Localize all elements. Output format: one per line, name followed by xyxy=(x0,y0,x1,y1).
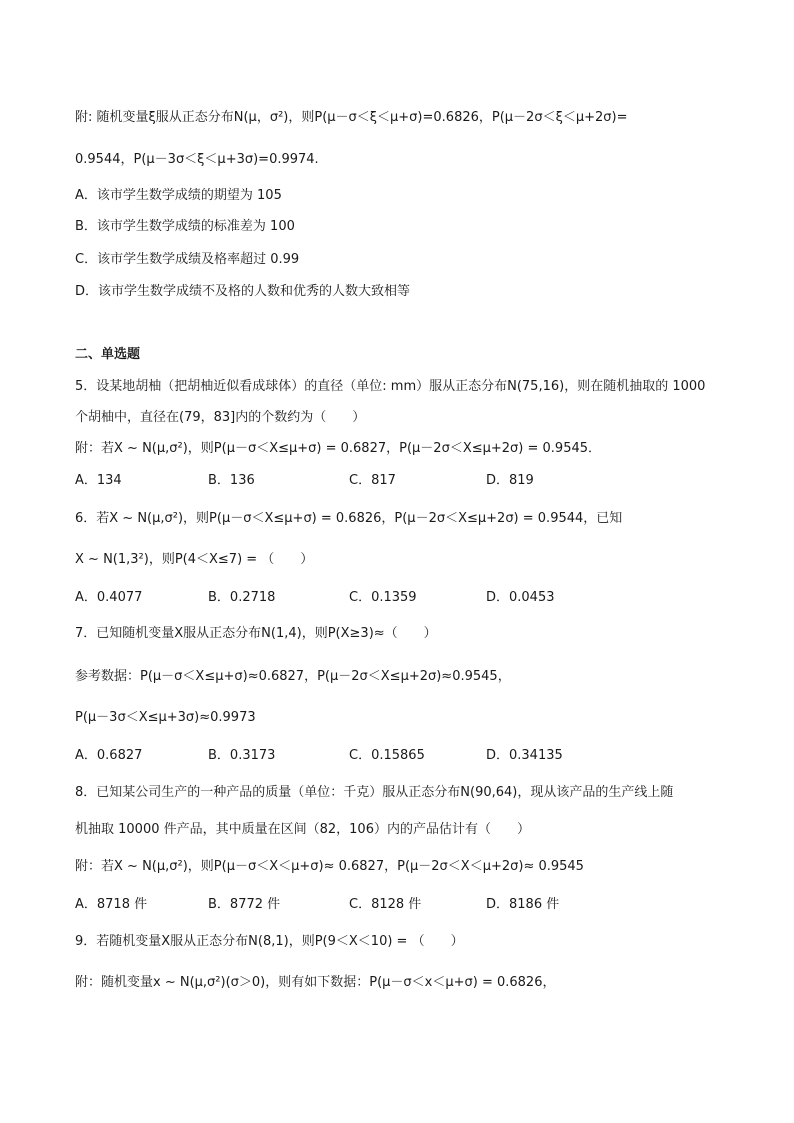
q9-stem: 9．若随机变量X服从正态分布N(8,1)，则P(9＜X＜10) = （ ） xyxy=(75,934,464,949)
q8-stem-line1: 8．已知某公司生产的一种产品的质量（单位：千克）服从正态分布N(90,64)，现从该产品的生产线上随 xyxy=(75,785,674,800)
q9-note: 附：随机变量x ~ N(μ,σ²)(σ＞0)，则有如下数据：P(μ－σ＜x＜μ+σ) = 0.6826， xyxy=(75,975,556,990)
q6-stem-line1: 6．若X ~ N(μ,σ²)，则P(μ－σ＜X≤μ+σ) = 0.6826，P(μ－2σ＜X≤μ+2σ) = 0.9544，已知 xyxy=(75,511,623,526)
q7-ref-line2: P(μ－3σ＜X≤μ+3σ)≈0.9973 xyxy=(75,710,256,725)
q5-stem-line1: 5．设某地胡柚（把胡柚近似看成球体）的直径（单位: mm）服从正态分布N(75,16)，则在随机抽取的 1000 xyxy=(75,379,706,394)
q4-note-line2: 0.9544，P(μ－3σ＜ξ＜μ+3σ)=0.9974. xyxy=(75,152,319,167)
q8-option-a: A．8718 件 xyxy=(75,897,148,912)
q4-option-d: D．该市学生数学成绩不及格的人数和优秀的人数大致相等 xyxy=(75,284,411,299)
q6-stem-line2: X ~ N(1,3²)，则P(4＜X≤7) = （ ） xyxy=(75,552,314,567)
q5-option-a: A．134 xyxy=(75,473,122,488)
q6-option-c: C．0.1359 xyxy=(349,590,417,605)
q5-option-d: D．819 xyxy=(486,473,534,488)
q4-option-b: B．该市学生数学成绩的标准差为 100 xyxy=(75,219,295,234)
q7-options xyxy=(75,746,715,766)
q5-option-b: B．136 xyxy=(208,473,255,488)
q7-option-a: A．0.6827 xyxy=(75,748,143,763)
q8-note: 附：若X ~ N(μ,σ²)，则P(μ－σ＜X＜μ+σ)≈ 0.6827，P(μ－2σ＜X＜μ+2σ)≈ 0.9545 xyxy=(75,859,584,874)
q6-option-a: A．0.4077 xyxy=(75,590,143,605)
q7-ref-line1: 参考数据：P(μ－σ＜X≤μ+σ)≈0.6827，P(μ－2σ＜X≤μ+2σ)≈0.9545， xyxy=(75,669,511,684)
q5-stem-line2: 个胡柚中，直径在(79，83]内的个数约为（ ） xyxy=(75,410,366,425)
q5-option-c: C．817 xyxy=(349,473,396,488)
q5-options xyxy=(75,471,715,491)
q8-option-d: D．8186 件 xyxy=(486,897,560,912)
q7-stem: 7．已知随机变量X服从正态分布N(1,4)，则P(X≥3)≈（ ） xyxy=(75,626,437,641)
q8-stem-line2: 机抽取 10000 件产品，其中质量在区间（82，106）内的产品估计有（ ） xyxy=(75,822,530,837)
q7-option-b: B．0.3173 xyxy=(208,748,276,763)
q8-option-b: B．8772 件 xyxy=(208,897,281,912)
q4-note-line1: 附: 随机变量ξ服从正态分布N(μ，σ²)，则P(μ－σ＜ξ＜μ+σ)=0.6826，P(μ－2σ＜ξ＜μ+2σ)= xyxy=(75,110,628,125)
q6-options xyxy=(75,588,715,608)
section-title: 二、单选题 xyxy=(75,347,141,362)
q6-option-b: B．0.2718 xyxy=(208,590,276,605)
q8-option-c: C．8128 件 xyxy=(349,897,422,912)
q4-option-c: C．该市学生数学成绩及格率超过 0.99 xyxy=(75,252,300,267)
q6-option-d: D．0.0453 xyxy=(486,590,555,605)
q8-options xyxy=(75,895,715,915)
q4-option-a: A．该市学生数学成绩的期望为 105 xyxy=(75,188,282,203)
q7-option-c: C．0.15865 xyxy=(349,748,425,763)
q7-option-d: D．0.34135 xyxy=(486,748,563,763)
q5-note: 附：若X ~ N(μ,σ²)，则P(μ－σ＜X≤μ+σ) = 0.6827，P(μ－2σ＜X≤μ+2σ) = 0.9545． xyxy=(75,441,602,456)
